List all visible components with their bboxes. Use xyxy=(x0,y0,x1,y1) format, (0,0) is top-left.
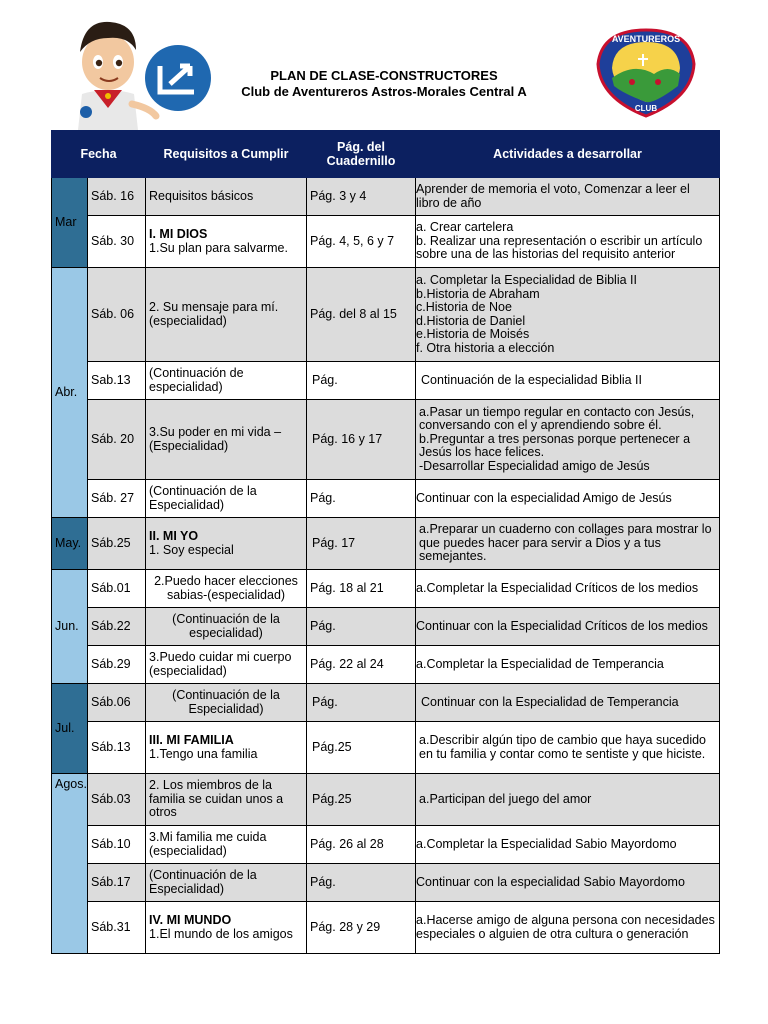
cell-requirement xyxy=(146,480,307,518)
activity-line: Continuar con la especialidad Amigo de Jesús xyxy=(416,490,672,505)
activity-line: d.Historia de Daniel xyxy=(416,313,526,328)
month-may: May. xyxy=(52,518,88,570)
cell-requirement xyxy=(146,362,307,400)
requirement-title: II. MI YO xyxy=(149,529,199,543)
cell-activities xyxy=(416,826,720,864)
cell-activities xyxy=(416,570,720,608)
month-agos: Agos. xyxy=(52,774,88,954)
table-row xyxy=(52,684,720,722)
activity-line: b.Historia de Abraham xyxy=(416,286,540,301)
cell-page: Pág. 26 al 28 xyxy=(307,826,416,864)
month-abr: Abr. xyxy=(52,268,88,518)
cell-requirement xyxy=(146,400,307,480)
cell-activities xyxy=(416,774,720,826)
requirement-text: (Continuación de la especialidad) xyxy=(172,612,280,640)
cell-activities xyxy=(416,684,720,722)
cell-date: Sáb.10 xyxy=(88,826,146,864)
month-jul: Jul. xyxy=(52,684,88,774)
cell-activities xyxy=(416,400,720,480)
column-header-fecha: Fecha xyxy=(52,131,146,178)
requirement-text: 1.Tengo una familia xyxy=(149,746,258,761)
cell-date: Sáb. 06 xyxy=(88,268,146,362)
cell-requirement xyxy=(146,216,307,268)
cell-page: Pág. 16 y 17 xyxy=(307,400,416,480)
activity-line: Continuar con la Especialidad de Temperancia xyxy=(421,694,679,709)
document-subtitle: Club de Aventureros Astros-Morales Central A xyxy=(241,84,527,99)
table-row xyxy=(52,902,720,954)
cell-requirement xyxy=(146,646,307,684)
requirement-text: 1.Su plan para salvarme. xyxy=(149,240,288,255)
table-header-row xyxy=(52,131,720,178)
cell-date: Sáb.31 xyxy=(88,902,146,954)
cell-requirement xyxy=(146,826,307,864)
cell-activities xyxy=(416,178,720,216)
cell-date: Sáb. 20 xyxy=(88,400,146,480)
cell-activities xyxy=(416,518,720,570)
cell-requirement xyxy=(146,608,307,646)
arrow-logo-icon xyxy=(140,44,216,112)
table-row xyxy=(52,722,720,774)
cell-date: Sáb.29 xyxy=(88,646,146,684)
cell-activities xyxy=(416,268,720,362)
cell-requirement xyxy=(146,684,307,722)
requirement-text: 2. Su mensaje para mí. (especialidad) xyxy=(149,300,279,328)
cell-activities xyxy=(416,864,720,902)
cell-date: Sab.13 xyxy=(88,362,146,400)
activity-line: Aprender de memoria el voto, Comenzar a leer el libro de año xyxy=(416,182,690,210)
activity-line: a.Describir algún tipo de cambio que haya sucedido en tu familia y contar como te sentiste y que hiciste. xyxy=(419,733,706,761)
cell-page: Pág. 4, 5, 6 y 7 xyxy=(307,216,416,268)
table-row xyxy=(52,826,720,864)
table-row xyxy=(52,178,720,216)
activity-line: Continuación de la especialidad Biblia II xyxy=(421,372,642,387)
cell-requirement xyxy=(146,178,307,216)
cell-page: Pág. 22 al 24 xyxy=(307,646,416,684)
cell-date: Sáb.13 xyxy=(88,722,146,774)
table-row xyxy=(52,608,720,646)
table-row xyxy=(52,518,720,570)
requirement-text: 3.Puedo cuidar mi cuerpo (especialidad) xyxy=(149,650,292,678)
cell-date: Sáb.17 xyxy=(88,864,146,902)
cell-activities xyxy=(416,362,720,400)
cell-requirement xyxy=(146,570,307,608)
activity-line: e.Historia de Moisés xyxy=(416,327,530,341)
activity-line: a.Pasar un tiempo regular en contacto con Jesús, conversando con el y aprendiendo sobre él. xyxy=(419,404,695,433)
cell-activities xyxy=(416,608,720,646)
table-row xyxy=(52,480,720,518)
cell-requirement xyxy=(146,864,307,902)
cell-activities xyxy=(416,902,720,954)
activity-line: b. Realizar una representación o escribir un artículo sobre una de las historias del requisito anterior xyxy=(416,233,703,262)
requirement-text: (Continuación de la Especialidad) xyxy=(149,484,257,512)
table-row xyxy=(52,864,720,902)
cell-requirement xyxy=(146,722,307,774)
requirement-title: III. MI FAMILIA xyxy=(149,733,234,747)
activity-line: f. Otra historia a elección xyxy=(416,340,555,355)
cell-page: Pág.25 xyxy=(307,774,416,826)
cell-activities xyxy=(416,722,720,774)
activity-line: a.Completar la Especialidad Críticos de los medios xyxy=(416,580,699,595)
activity-line: Continuar con la especialidad Sabio Mayordomo xyxy=(416,874,685,889)
activity-line: a.Preparar un cuaderno con collages para mostrar lo que puedes hacer para servir a Dios y a tus semejantes. xyxy=(419,522,712,564)
document-title: PLAN DE CLASE-CONSTRUCTORES xyxy=(270,68,498,83)
cell-date: Sáb. 30 xyxy=(88,216,146,268)
page-title xyxy=(220,68,548,100)
requirement-text: 3.Su poder en mi vida – (Especialidad) xyxy=(149,425,282,453)
cell-page: Pág. 3 y 4 xyxy=(307,178,416,216)
cell-page: Pág. xyxy=(307,608,416,646)
cell-date: Sáb.06 xyxy=(88,684,146,722)
activity-line: a.Completar la Especialidad de Temperancia xyxy=(416,656,664,671)
activity-line: b.Preguntar a tres personas porque pertenecer a Jesús los hace felices. xyxy=(419,431,691,460)
activity-line: a.Participan del juego del amor xyxy=(419,791,592,806)
cell-activities xyxy=(416,646,720,684)
logo-text-bottom: CLUB xyxy=(634,104,658,113)
requirement-text: 1.El mundo de los amigos xyxy=(149,926,293,941)
adventurers-club-logo xyxy=(594,28,698,118)
table-row xyxy=(52,646,720,684)
column-header-pagina: Pág. del Cuadernillo xyxy=(307,131,416,178)
activity-line: c.Historia de Noe xyxy=(416,300,512,314)
table-row xyxy=(52,400,720,480)
cell-date: Sáb.22 xyxy=(88,608,146,646)
cell-requirement xyxy=(146,902,307,954)
cell-page: Pág.25 xyxy=(307,722,416,774)
table-row xyxy=(52,268,720,362)
activity-line: -Desarrollar Especialidad amigo de Jesús xyxy=(419,458,650,473)
requirement-text: (Continuación de especialidad) xyxy=(149,366,244,394)
requirement-text: (Continuación de la Especialidad) xyxy=(172,688,280,716)
cell-activities xyxy=(416,216,720,268)
logo-text-top: AVENTUREROS xyxy=(611,34,681,44)
cell-date: Sáb. 16 xyxy=(88,178,146,216)
cell-page: Pág. 28 y 29 xyxy=(307,902,416,954)
cell-page: Pág. del 8 al 15 xyxy=(307,268,416,362)
cell-date: Sáb.25 xyxy=(88,518,146,570)
class-plan-table xyxy=(51,130,720,954)
table-row xyxy=(52,216,720,268)
activity-line: Continuar con la Especialidad Críticos de los medios xyxy=(416,618,708,633)
requirement-text: 1. Soy especial xyxy=(149,542,234,557)
table-row xyxy=(52,362,720,400)
column-header-actividades: Actividades a desarrollar xyxy=(416,131,720,178)
cell-page: Pág. 17 xyxy=(307,518,416,570)
month-mar: Mar xyxy=(52,178,88,268)
document-header xyxy=(0,0,768,130)
activity-line: a. Completar la Especialidad de Biblia II xyxy=(416,273,637,287)
cell-requirement xyxy=(146,518,307,570)
requirement-title: IV. MI MUNDO xyxy=(149,913,232,927)
requirement-text: Requisitos básicos xyxy=(149,188,254,203)
activity-line: a. Crear cartelera xyxy=(416,220,514,235)
requirement-text: 2. Los miembros de la familia se cuidan unos a otros xyxy=(149,778,284,820)
cell-date: Sáb. 27 xyxy=(88,480,146,518)
table-row xyxy=(52,570,720,608)
cell-page: Pág. xyxy=(307,864,416,902)
cell-date: Sáb.01 xyxy=(88,570,146,608)
cell-page: Pág. xyxy=(307,684,416,722)
cell-page: Pág. 18 al 21 xyxy=(307,570,416,608)
requirement-text: 2.Puedo hacer elecciones sabias-(especialidad) xyxy=(154,574,298,602)
requirement-text: 3.Mi familia me cuida (especialidad) xyxy=(149,830,267,858)
table-row xyxy=(52,774,720,826)
activity-line: a.Completar la Especialidad Sabio Mayordomo xyxy=(416,836,677,851)
month-jun: Jun. xyxy=(52,570,88,684)
cell-page: Pág. xyxy=(307,362,416,400)
cell-requirement xyxy=(146,774,307,826)
cell-date: Sáb.03 xyxy=(88,774,146,826)
requirement-title: I. MI DIOS xyxy=(149,227,208,241)
cell-activities xyxy=(416,480,720,518)
cell-requirement xyxy=(146,268,307,362)
activity-line: a.Hacerse amigo de alguna persona con necesidades especiales o alguien de otra cultura o generación xyxy=(416,913,715,941)
column-header-requisitos: Requisitos a Cumplir xyxy=(146,131,307,178)
cell-page: Pág. xyxy=(307,480,416,518)
requirement-text: (Continuación de la Especialidad) xyxy=(149,868,257,896)
